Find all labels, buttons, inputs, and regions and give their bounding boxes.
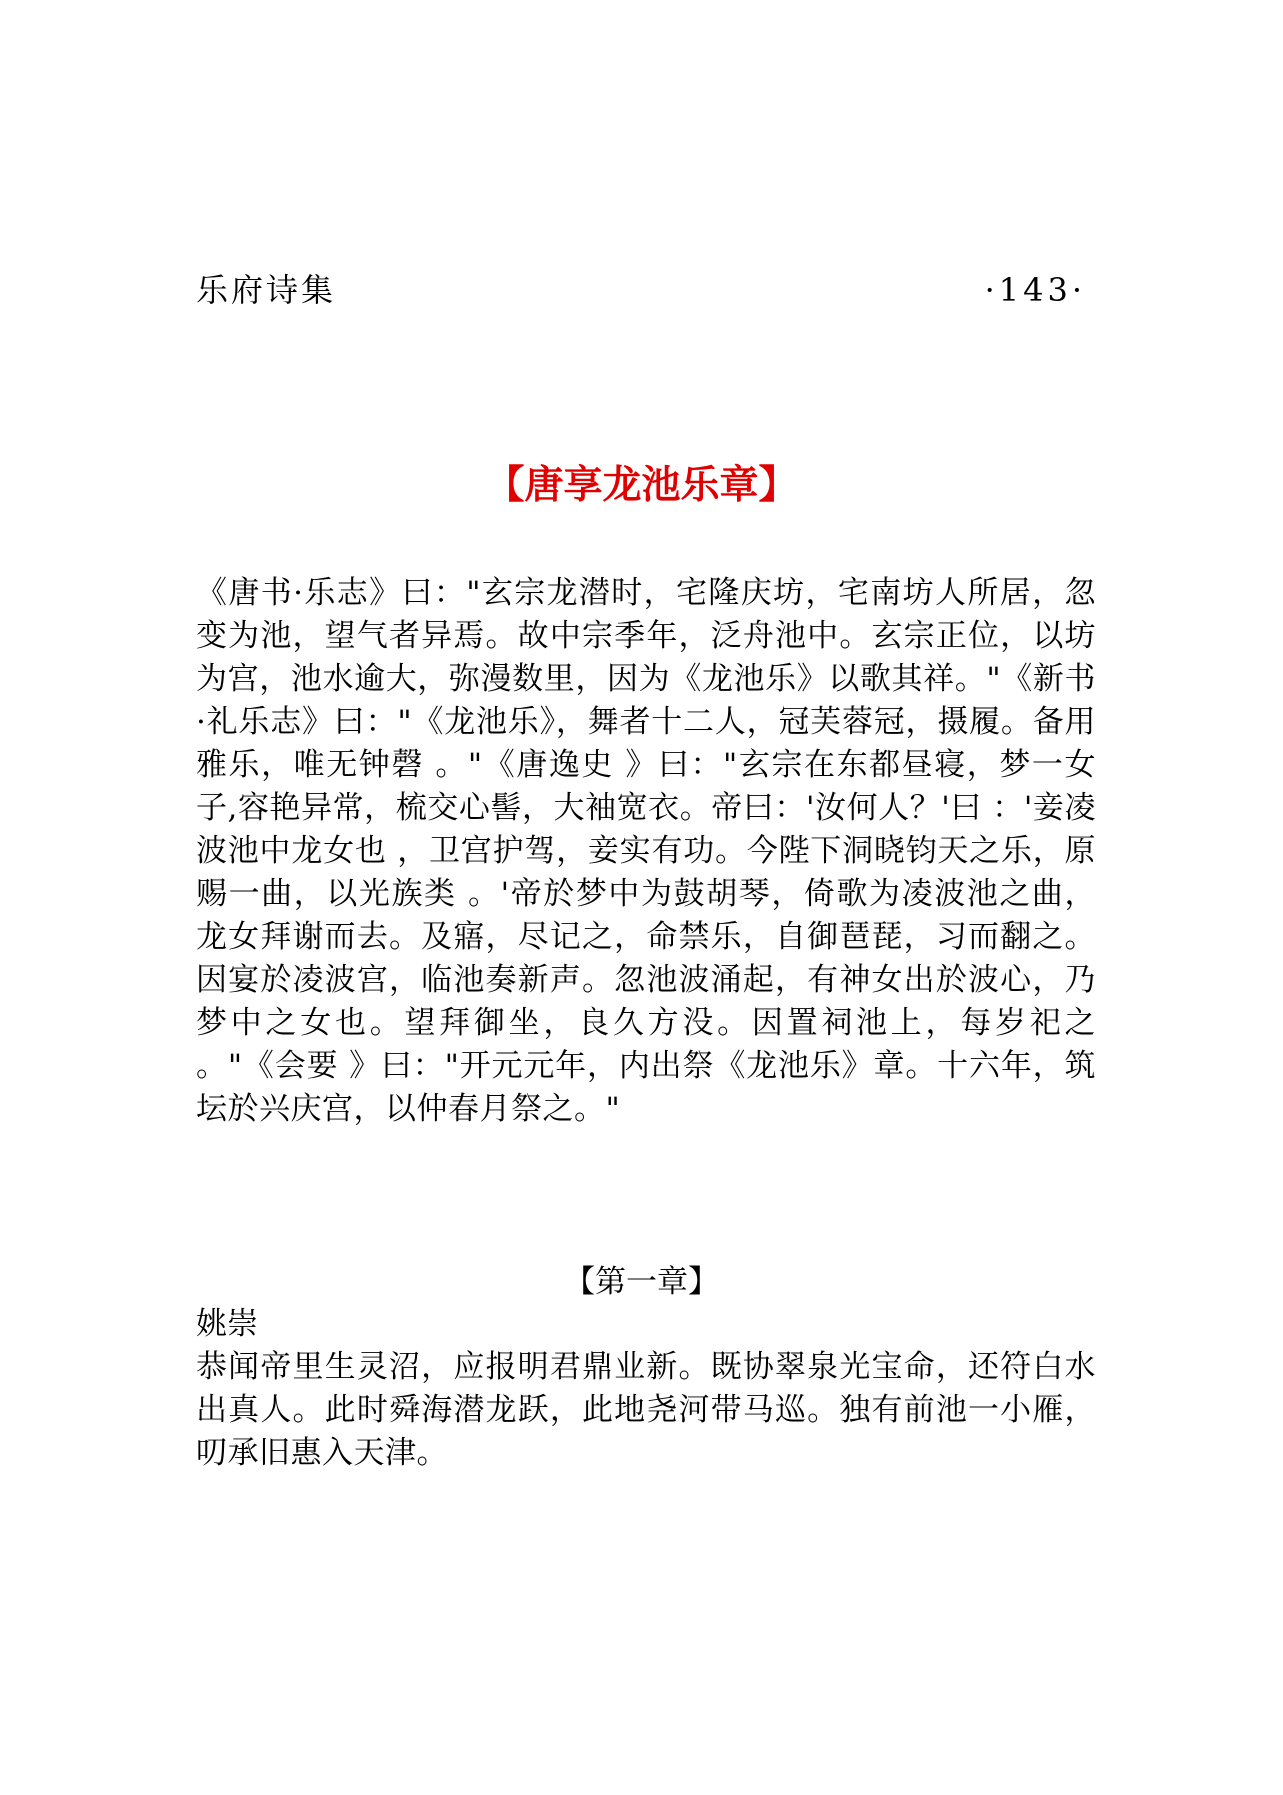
chapter-title: 【第一章】 (564, 1264, 719, 1300)
book-title: 乐府诗集 (196, 271, 337, 309)
section-title: 【唐享龙池乐章】 (485, 463, 798, 508)
intro-paragraph: 《唐书·乐志》曰："玄宗龙潜时，宅隆庆坊，宅南坊人所居，忽变为池，望气者异焉。故中宗季年，泛舟池中。玄宗正位，以坊为宫，池水逾大，弥漫数里，因为《龙池乐》以歌其祥。"《新书·礼乐志》曰："《龙池乐》，舞者十二人，冠芙蓉冠，摄履。备用雅乐，唯无钟磬 。"《唐逸史 》曰："玄宗在东都昼寝，梦一女子,容艳异常，梳交心髻，大袖宽衣。帝曰：'汝何人？'曰 ：'妾凌波池中龙女也 ，卫宫护驾，妾实有功。今陛下洞晓钧天之乐，原赐一曲，以光族类 。'帝於梦中为鼓胡琴，倚歌为凌波池之曲，龙女拜谢而去。及寤，尽记之，命禁乐，自御琶琵，习而翻之。因宴於凌波宫，临池奏新声。忽池波涌起，有神女出於波心，乃梦中之女也。望拜御坐，良久方没。因置祠池上，每岁祀之 。"《会要 》曰："开元元年，内出祭《龙池乐》章。十六年，筑坛於兴庆宫，以仲春月祭之。" (196, 575, 1096, 1127)
poem-author: 姚崇 (196, 1306, 258, 1342)
poem-text: 恭闻帝里生灵沼，应报明君鼎业新。既协翠泉光宝命，还符白水出真人。此时舜海潜龙跃，此地尧河带马巡。独有前池一小雁，叨承旧惠入天津。 (196, 1349, 1096, 1471)
page-number: ·143· (984, 271, 1086, 309)
running-header (196, 268, 1086, 312)
